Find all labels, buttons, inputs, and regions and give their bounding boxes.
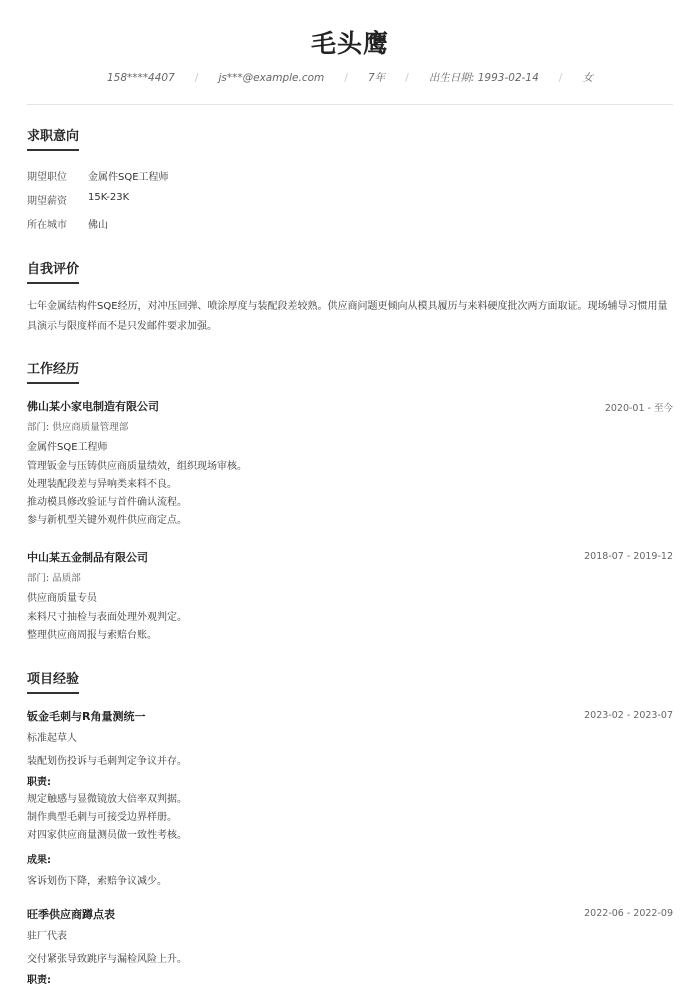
- work-duties: [27, 609, 187, 645]
- project-role: 驻厂代表: [27, 931, 67, 942]
- project-name: 钣金毛刺与R角量测统一: [27, 710, 146, 723]
- duty-item: 推动模具修改验证与首件确认流程。: [27, 497, 187, 508]
- section-underline: [27, 282, 79, 284]
- duty-item: 对四家供应商量测员做一致性考核。: [27, 830, 187, 841]
- work-company: 中山某五金制品有限公司: [27, 551, 148, 564]
- duty-item: 规定触感与显微镜放大倍率双判据。: [27, 794, 187, 805]
- project-name: 旺季供应商蹲点表: [27, 908, 115, 921]
- duty-item: 整理供应商周报与索赔台账。: [27, 630, 157, 641]
- work-date: 2020-01 - 至今: [604, 403, 673, 414]
- contact-bar: [0, 70, 700, 85]
- birth-date: 出生日期: 1993-02-14: [428, 72, 539, 84]
- kv-label: 期望薪资: [27, 196, 67, 207]
- duty-item: 管理钣金与压铸供应商质量绩效，组织现场审核。: [27, 461, 247, 472]
- section-underline: [27, 149, 79, 151]
- duty-label: 职责:: [27, 777, 51, 788]
- intent-position: [27, 168, 169, 183]
- duty-item: 处理装配段差与异响类来料不良。: [27, 479, 177, 490]
- duty-label: 职责:: [27, 975, 51, 986]
- duty-item: 制作典型毛刺与可接受边界样册。: [27, 812, 177, 823]
- experience-years: 7年: [367, 72, 386, 84]
- section-title-work: [27, 358, 79, 377]
- divider: /: [194, 71, 199, 84]
- intent-salary: [27, 192, 129, 207]
- section-underline: [27, 692, 79, 694]
- project-date: 2023-02 - 2023-07: [584, 710, 673, 721]
- section-title-self-eval: [27, 258, 79, 277]
- section-title-text: 自我评价: [27, 262, 80, 277]
- kv-label: 所在城市: [27, 220, 67, 231]
- work-company: 佛山某小家电制造有限公司: [27, 400, 159, 413]
- section-title-text: 工作经历: [27, 362, 80, 377]
- header-divider: [27, 104, 673, 105]
- kv-value: 15K-23K: [88, 192, 130, 203]
- duty-item: 来料尺寸抽检与表面处理外观判定。: [27, 612, 187, 623]
- section-title-text: 求职意向: [27, 129, 80, 144]
- kv-label: 期望职位: [27, 172, 67, 183]
- work-role: 供应商质量专员: [27, 593, 97, 604]
- work-dept: 部门: 供应商质量管理部: [27, 422, 129, 433]
- phone: 158****4407: [106, 71, 175, 84]
- intent-city: [27, 216, 108, 231]
- work-duties: [27, 458, 247, 530]
- project-duties: [27, 791, 187, 845]
- section-title-intent: [27, 125, 79, 144]
- work-role: 金属件SQE工程师: [27, 442, 108, 453]
- kv-value: 佛山: [88, 220, 108, 231]
- divider: /: [558, 71, 563, 84]
- project-result: 客诉划伤下降，索赔争议减少。: [27, 876, 167, 887]
- project-role: 标准起草人: [27, 733, 77, 744]
- project-date: 2022-06 - 2022-09: [584, 908, 673, 919]
- divider: /: [344, 71, 348, 84]
- duty-item: 参与新机型关键外观件供应商定点。: [27, 515, 187, 526]
- self-eval-text: 七年金属结构件SQE经历，对冲压回弹、喷涂厚度与装配段差较熟。供应商问题更倾向从模具履历与来料硬度批次两方面取证。现场辅导习惯用量具演示与限度样而不是只发邮件要求加强。: [27, 301, 668, 332]
- section-title-text: 项目经验: [27, 672, 80, 687]
- work-dept: 部门: 品质部: [27, 573, 81, 584]
- project-background: 装配划伤投诉与毛刺判定争议并存。: [27, 756, 187, 767]
- gender: 女: [582, 72, 593, 84]
- section-underline: [27, 382, 79, 384]
- email: js***@example.com: [218, 71, 325, 84]
- project-background: 交付紧张导致跳序与漏检风险上升。: [27, 954, 187, 965]
- section-title-projects: [27, 668, 79, 687]
- work-date: 2018-07 - 2019-12: [584, 551, 673, 562]
- kv-value: 金属件SQE工程师: [88, 172, 169, 183]
- result-label: 成果:: [27, 855, 51, 866]
- candidate-name: 毛头鹰: [310, 29, 389, 58]
- divider: /: [405, 71, 409, 84]
